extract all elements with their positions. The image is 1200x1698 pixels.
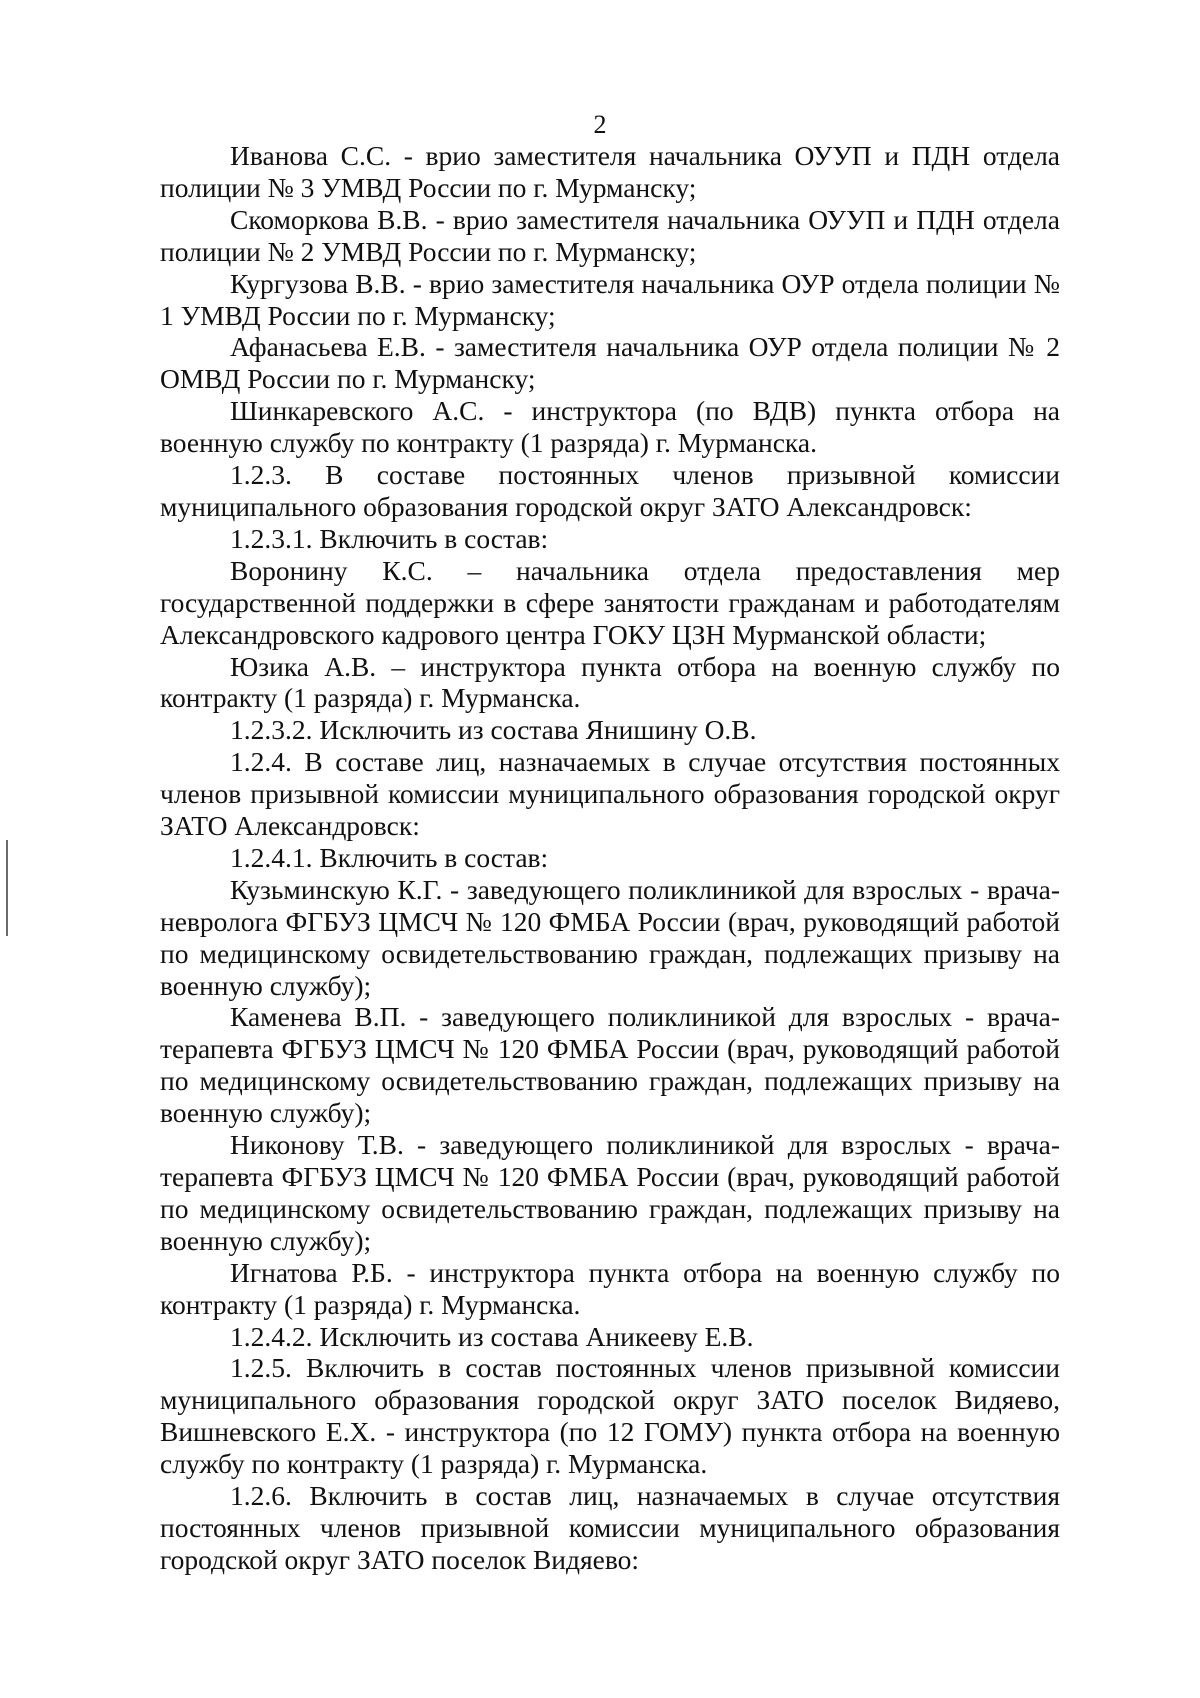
paragraph: Юзика А.В. – инструктора пункта отбора на военную службу по контракту (1 разряда) г. Мурманска. [160, 650, 1060, 714]
paragraph: Игнатова Р.Б. - инструктора пункта отбора на военную службу по контракту (1 разряда) г. Мурманска. [160, 1256, 1060, 1320]
paragraph: 1.2.6. Включить в состав лиц, назначаемых в случае отсутствия постоянных членов призывной комиссии муниципального образования городской округ ЗАТО поселок Видяево: [160, 1480, 1060, 1575]
page-number: 2 [593, 110, 607, 139]
paragraph: 1.2.3. В составе постоянных членов призывной комиссии муниципального образования городской округ ЗАТО Александровск: [160, 459, 1060, 522]
paragraph: Каменева В.П. - заведующего поликлиникой для взрослых - врача-терапевта ФГБУЗ ЦМСЧ № 120 ФМБА России (врач, руководящий работой по медицинскому освидетельствованию граждан, подлежащих призыву на военную службу); [160, 1001, 1060, 1129]
paragraph: 1.2.4. В составе лиц, назначаемых в случае отсутствия постоянных членов призывной комиссии муниципального образования городской округ ЗАТО Александровск: [160, 746, 1060, 842]
paragraph: Шинкаревского А.С. - инструктора (по ВДВ) пункта отбора на военную службу по контракту (1 разряда) г. Мурманска. [160, 395, 1060, 459]
paragraph: 1.2.3.2. Исключить из состава Янишину О.В. [230, 714, 757, 746]
paragraph: 1.2.4.1. Включить в состав: [230, 841, 549, 873]
paragraph: Афанасьева Е.В. - заместителя начальника ОУР отдела полиции № 2 ОМВД России по г. Мурманску; [160, 331, 1060, 395]
paragraph: Кургузова В.В. - врио заместителя начальника ОУР отдела полиции № 1 УМВД России по г. Мурманску; [160, 267, 1060, 331]
scan-edge-mark [6, 840, 8, 936]
paragraph: Иванова С.С. - врио заместителя начальника ОУУП и ПДН отдела полиции № 3 УМВД России по г. Мурманску; [160, 140, 1060, 203]
paragraph: Воронину К.С. – начальника отдела предоставления мер государственной поддержки в сфере занятости гражданам и работодателям Александровского кадрового центра ГОКУ ЦЗН Мурманской области; [160, 554, 1060, 650]
paragraph: Скоморкова В.В. - врио заместителя начальника ОУУП и ПДН отдела полиции № 2 УМВД России по г. Мурманску; [160, 203, 1060, 267]
document-body [160, 140, 1060, 1576]
paragraph: Кузьминскую К.Г. - заведующего поликлиникой для взрослых - врача-невролога ФГБУЗ ЦМСЧ № 120 ФМБА России (врач, руководящий работой по медицинскому освидетельствованию граждан, подлежащих призыву на военную службу); [160, 873, 1060, 1001]
paragraph: 1.2.5. Включить в состав постоянных членов призывной комиссии муниципального образования городской округ ЗАТО поселок Видяево, Вишневского Е.Х. - инструктора (по 12 ГОМУ) пункта отбора на военную службу по контракту (1 разряда) г. Мурманска. [160, 1352, 1060, 1480]
paragraph: Никонову Т.В. - заведующего поликлиникой для взрослых - врача-терапевта ФГБУЗ ЦМСЧ № 120 ФМБА России (врач, руководящий работой по медицинскому освидетельствованию граждан, подлежащих призыву на военную службу); [160, 1129, 1060, 1256]
paragraph: 1.2.4.2. Исключить из состава Аникееву Е.В. [230, 1320, 754, 1352]
paragraph: 1.2.3.1. Включить в состав: [230, 522, 549, 554]
